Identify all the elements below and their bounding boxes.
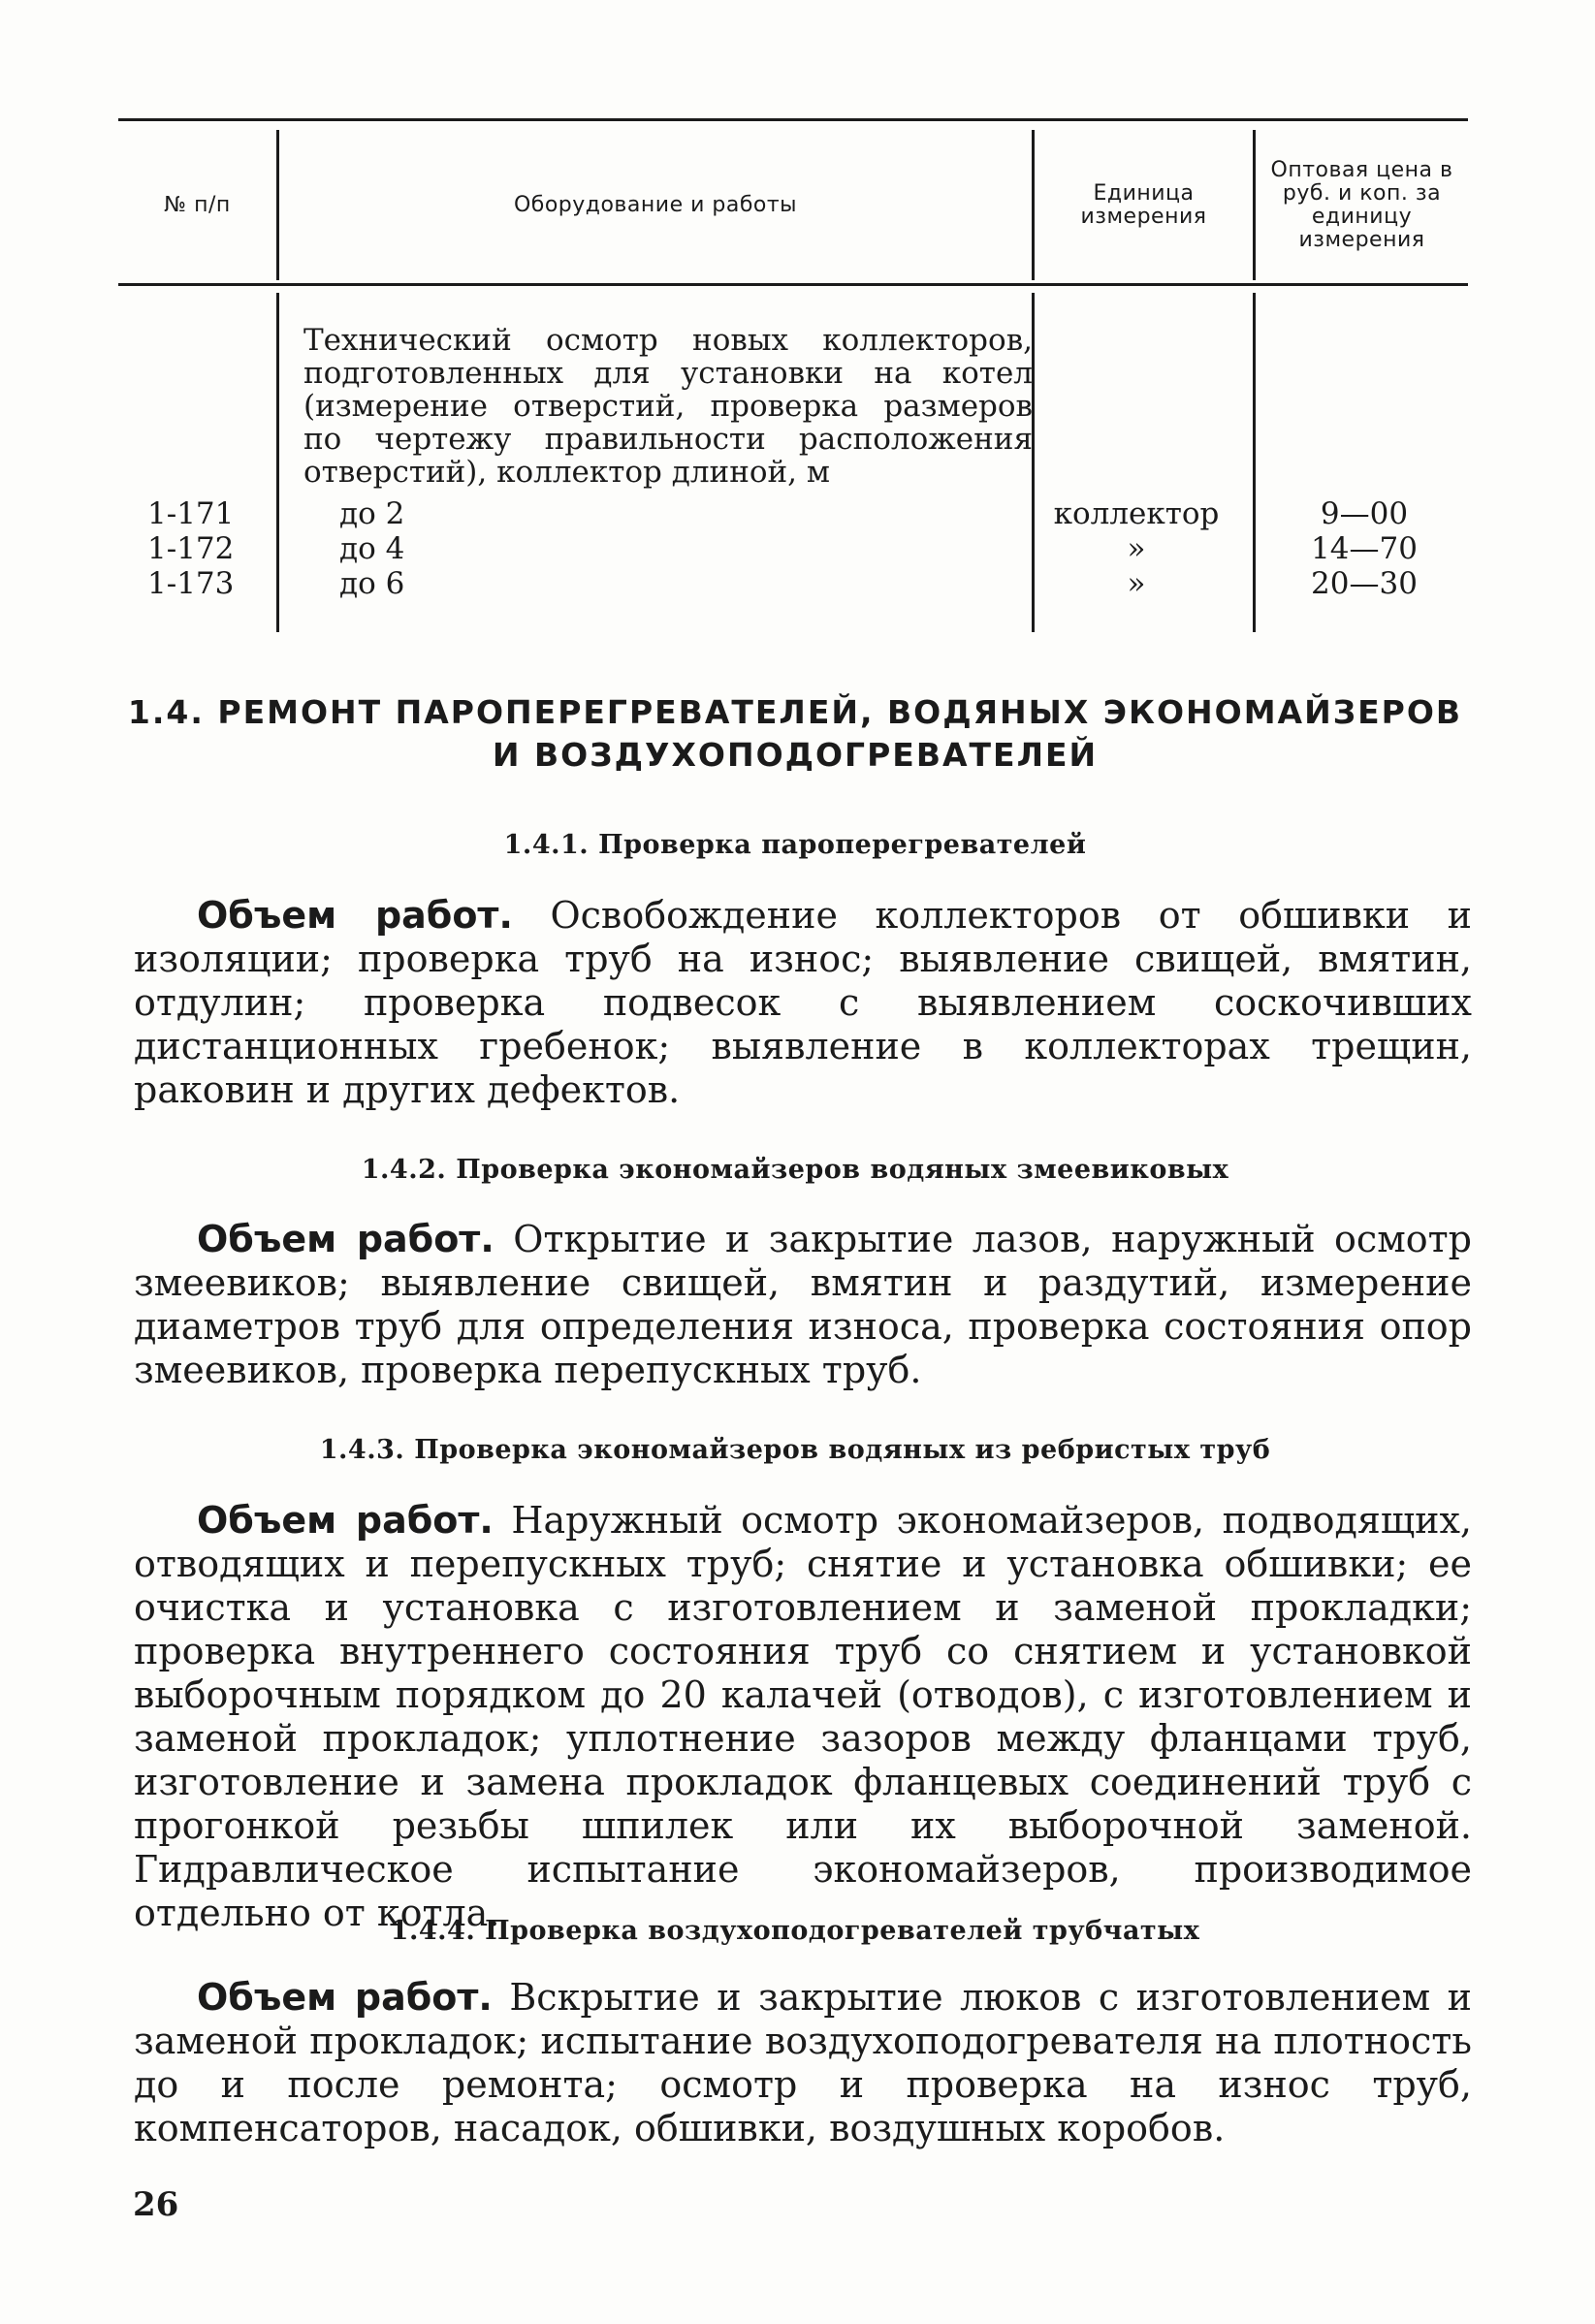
subsection-heading: 1.4.4. Проверка воздухоподогревателей трубчатых	[390, 1916, 1200, 1946]
table-top-rule	[118, 118, 1468, 121]
header-unit: Единица измерения	[1080, 181, 1207, 229]
row-unit: »	[1127, 566, 1146, 601]
column-divider	[1253, 293, 1256, 632]
paragraph-text: Наружный осмотр экономайзеров, подводящих, отводящих и перепускных труб; снятие и установка обшивки; ее очистка и установка с изготовлением и заменой прокладки; проверка внутреннего состояния труб со снятием и установкой выборочным порядком до 20 калачей (отводов), с изготовлением и заменой прокладок; уплотнение зазоров между фланцами труб, изготовление и замена прокладок фланцевых соединений труб с прогонкой резьбы шпилек или их выборочной заменой. Гидравлическое испытание экономайзеров, производимое отдельно от котла.	[134, 1499, 1472, 1934]
paragraph-text: Вскрытие и закрытие люков с изготовлением и заменой прокладок; испытание воздухоподогревателя на плотность до и после ремонта; осмотр и проверка на износ труб, компенсаторов, насадок, обшивки, воздушных коробов.	[134, 1976, 1472, 2149]
code-column	[147, 496, 283, 601]
row-price: 14—70	[1311, 531, 1418, 566]
row-unit: »	[1127, 531, 1146, 566]
row-item: до 6	[339, 566, 405, 601]
page-number: 26	[133, 2185, 179, 2224]
section-title-line: 1.4. РЕМОНТ ПАРОПЕРЕГРЕВАТЕЛЕЙ, ВОДЯНЫХ ЭКОНОМАЙЗЕРОВ	[127, 693, 1463, 731]
header-price: Оптовая цена в руб. и коп. за единицу измерения	[1270, 158, 1453, 252]
paragraph-lead: Объем работ.	[197, 894, 513, 937]
row-item: до 4	[339, 531, 405, 566]
section-title-line: И ВОЗДУХОПОДОГРЕВАТЕЛЕЙ	[492, 736, 1099, 774]
paragraph-text: Освобождение коллекторов от обшивки и изоляции; проверка труб на износ; выявление свищей, вмятин, отдулин; проверка подвесок с выявлением соскочивших дистанционных гребенок; выявление в коллекторах трещин, раковин и других дефектов.	[134, 894, 1472, 1111]
item-column	[339, 496, 533, 601]
subsection-paragraph	[134, 1218, 1472, 1392]
row-code: 1-171	[147, 496, 235, 531]
price-column	[1262, 496, 1466, 601]
subsection-heading: 1.4.2. Проверка экономайзеров водяных змеевиковых	[361, 1155, 1229, 1185]
work-description: Технический осмотр новых коллекторов, подготовленных для установки на котел (измерение отверстий, проверка размеров по чертежу правильности расположения отверстий), коллектор длиной, м	[303, 323, 1033, 490]
row-code: 1-173	[147, 566, 235, 601]
row-price: 9—00	[1320, 496, 1409, 531]
section-title	[116, 691, 1474, 777]
paragraph-lead: Объем работ.	[197, 1218, 494, 1260]
row-price: 20—30	[1311, 566, 1418, 601]
row-item: до 2	[339, 496, 405, 531]
subsection-paragraph	[134, 1499, 1472, 1935]
subsection-paragraph	[134, 1976, 1472, 2150]
subsection-heading: 1.4.1. Проверка пароперегревателей	[503, 830, 1087, 860]
header-equipment: Оборудование и работы	[513, 193, 798, 217]
subsection-paragraph	[134, 894, 1472, 1112]
paragraph-lead: Объем работ.	[197, 1499, 494, 1542]
table-header-rule	[118, 283, 1468, 286]
unit-column	[1030, 496, 1243, 601]
header-number: № п/п	[164, 193, 231, 217]
row-code: 1-172	[147, 531, 235, 566]
row-unit: коллектор	[1053, 496, 1220, 531]
subsection-heading: 1.4.3. Проверка экономайзеров водяных из ребристых труб	[319, 1435, 1271, 1465]
paragraph-text: Открытие и закрытие лазов, наружный осмотр змеевиков; выявление свищей, вмятин и раздутий, измерение диаметров труб для определения износа, проверка состояния опор змеевиков, проверка перепускных труб.	[134, 1218, 1472, 1391]
price-table	[118, 118, 1468, 642]
column-divider	[1032, 130, 1035, 280]
paragraph-lead: Объем работ.	[197, 1976, 493, 2019]
